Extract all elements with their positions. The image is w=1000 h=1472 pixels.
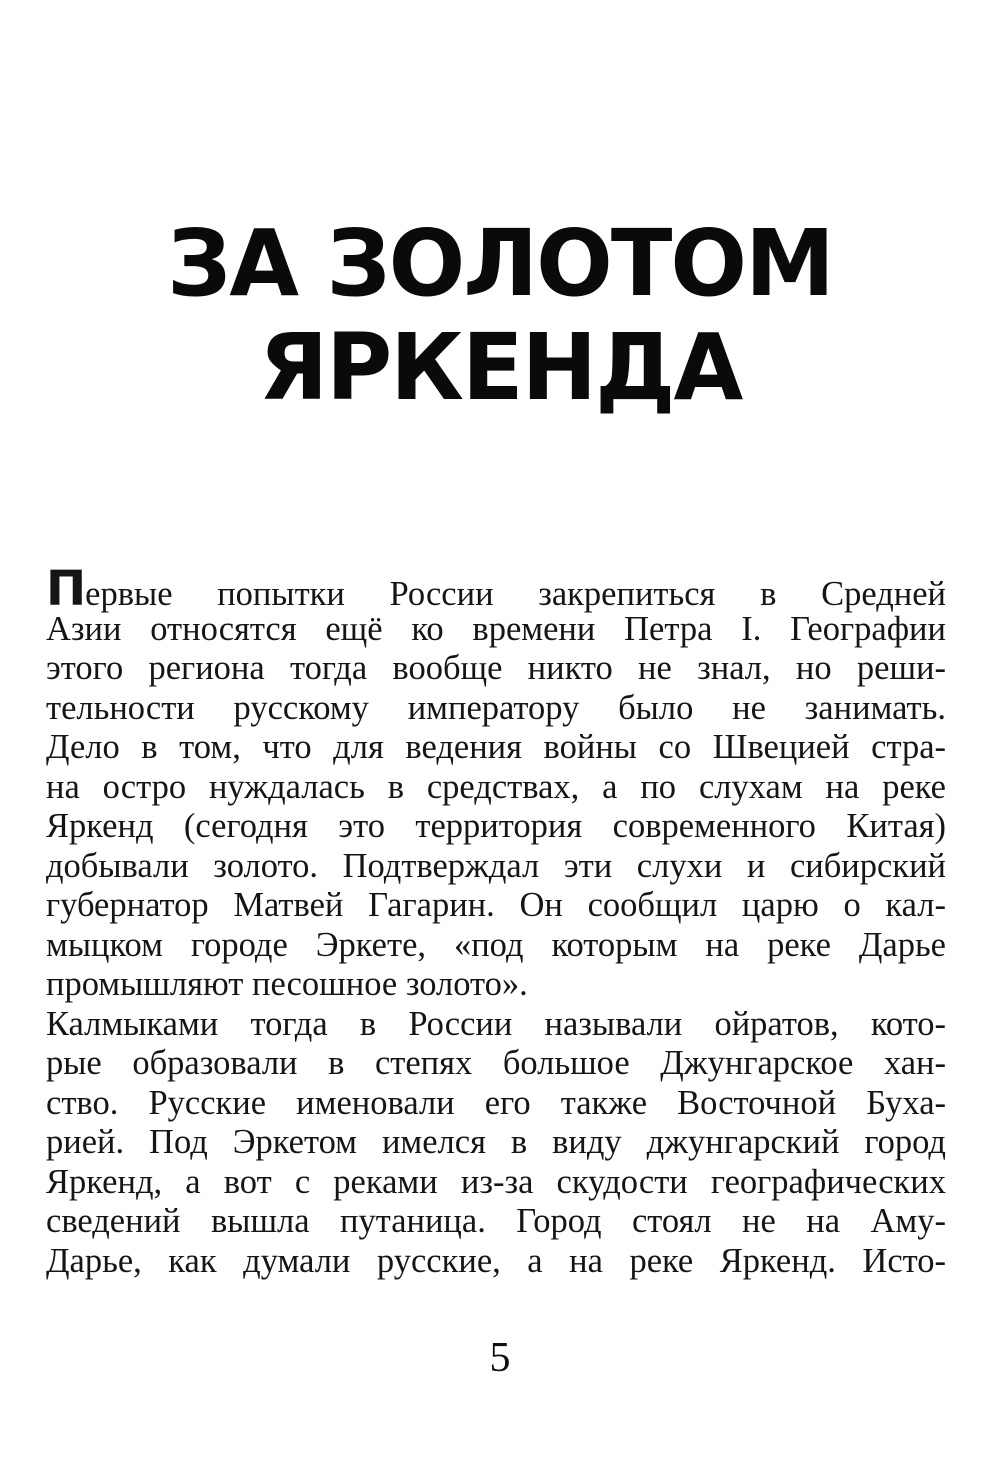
paragraph-2-line: Дарье, как думали русские, а на реке Яркенд. Исто- bbox=[46, 1241, 946, 1280]
paragraph-1-line: промышляют песошное золото». bbox=[46, 965, 528, 1003]
paragraph-2-line: ство. Русские именовали его также Восточной Буха- bbox=[46, 1083, 946, 1122]
paragraph-1-line: Яркенд (сегодня это территория современного Китая) bbox=[46, 807, 946, 845]
paragraph-2-line: сведений вышла путаница. Город стоял не на Аму- bbox=[46, 1202, 946, 1240]
paragraph-1-line: этого региона тогда вообще никто не знал, но реши- bbox=[46, 649, 946, 687]
paragraph-2-line: рией. Под Эркетом имелся в виду джунгарский город bbox=[46, 1123, 946, 1161]
chapter-title-line-1: ЗА ЗОЛОТОМ bbox=[167, 210, 833, 317]
paragraph-2-line: Калмыками тогда в России называли ойратов, кото- bbox=[46, 1004, 946, 1043]
paragraph-1-line: мыцком городе Эркете, «под которым на реке Дарье bbox=[46, 925, 946, 964]
paragraph-1-line: Дело в том, что для ведения войны со Швецией стра- bbox=[46, 728, 946, 766]
paragraph-2-line: рые образовали в степях большое Джунгарское хан- bbox=[46, 1044, 946, 1082]
paragraph-1-line: добывали золото. Подтверждал эти слухи и сибирский bbox=[46, 846, 946, 885]
body-text bbox=[46, 561, 946, 1281]
paragraph-1-line: на остро нуждалась в средствах, а по слухам на реке bbox=[46, 767, 946, 806]
paragraph-1-line: Азии относятся ещё ко времени Петра I. Географии bbox=[46, 609, 946, 648]
paragraph-1-line bbox=[46, 561, 946, 617]
paragraph-1-line: губернатор Матвей Гагарин. Он сообщил царю о кал- bbox=[46, 886, 946, 924]
chapter-title bbox=[0, 212, 1000, 420]
paragraph-1-line-text: ервые попытки России закрепиться в Средней bbox=[85, 575, 946, 613]
paragraph-2-line: Яркенд, а вот с реками из-за скудости географических bbox=[46, 1162, 946, 1201]
chapter-title-line-2: ЯРКЕНДА bbox=[258, 314, 742, 421]
page-number: 5 bbox=[489, 1335, 511, 1381]
paragraph-1-line: тельности русскому императору было не занимать. bbox=[46, 688, 946, 727]
drop-cap: П bbox=[46, 561, 86, 617]
